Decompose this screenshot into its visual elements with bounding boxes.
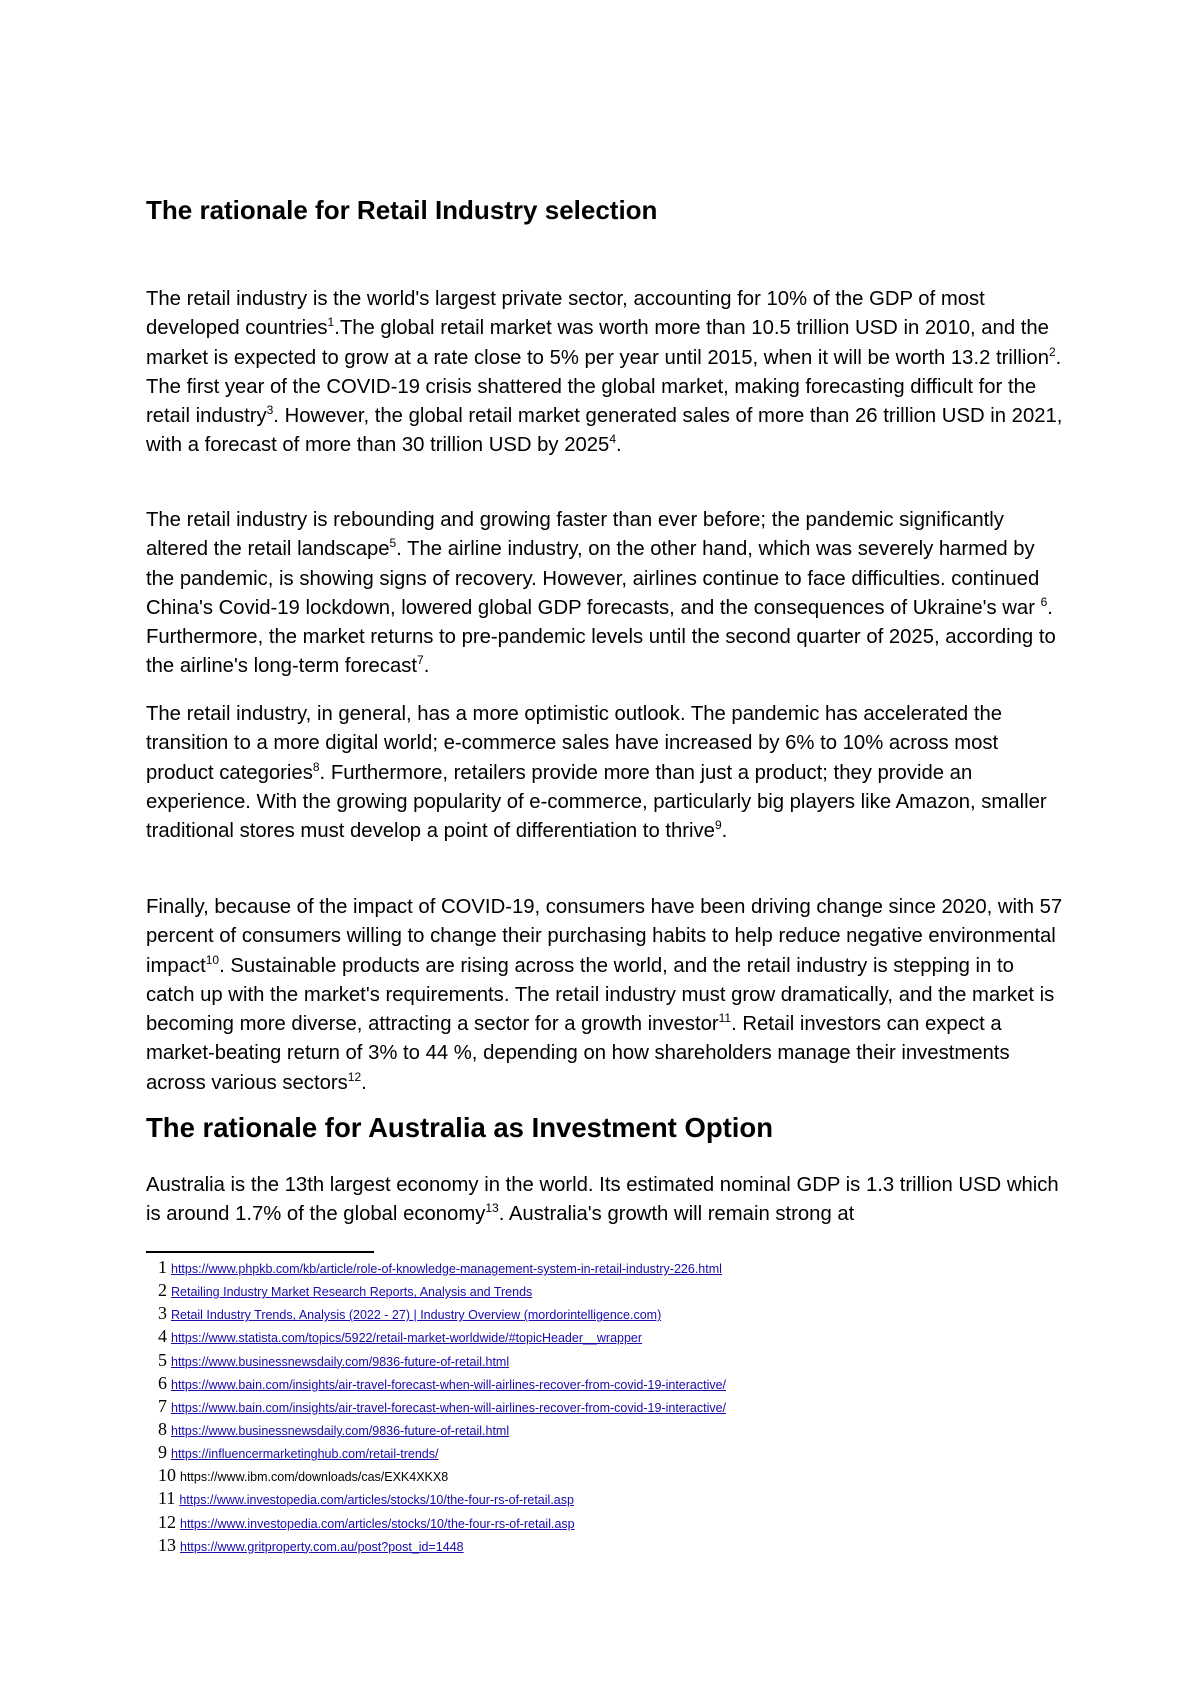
footnote-ref-5[interactable]: 5 xyxy=(389,536,397,551)
footnote-item xyxy=(158,1349,726,1372)
footnote-ref-11[interactable]: 11 xyxy=(718,1011,732,1026)
footnote-link[interactable]: https://www.businessnewsdaily.com/9836-future-of-retail.html xyxy=(171,1423,510,1438)
heading-retail-rationale: The rationale for Retail Industry selection xyxy=(146,195,658,225)
footnote-ref-4[interactable]: 4 xyxy=(609,432,617,447)
footnote-item xyxy=(158,1534,726,1557)
footnote-number: 2 xyxy=(158,1280,167,1301)
footnote-ref-10[interactable]: 10 xyxy=(205,952,220,967)
footnote-item xyxy=(158,1302,726,1325)
text-run: The retail industry is the world's largest private sector, accounting for 10% of the GDP of most developed countries xyxy=(146,288,985,340)
footnote-ref-6[interactable]: 6 xyxy=(1040,594,1048,609)
heading-australia-rationale: The rationale for Australia as Investment Option xyxy=(146,1112,774,1143)
footnote-ref-7[interactable]: 7 xyxy=(417,653,424,668)
footnote-link[interactable]: https://www.bain.com/insights/air-travel-forecast-when-will-airlines-recover-from-covid-19-interactive/ xyxy=(171,1400,727,1415)
footnote-link[interactable]: https://www.statista.com/topics/5922/retail-market-worldwide/#topicHeader__wrapper xyxy=(171,1331,643,1346)
footnote-item xyxy=(158,1279,726,1302)
footnote-number: 13 xyxy=(158,1534,176,1555)
text-run: . However, the global retail market generated sales of more than 26 trillion USD in 2021, with a forecast of more than 30 trillion USD by 2025 xyxy=(146,405,1063,457)
footnote-item xyxy=(158,1372,726,1395)
footnote-ref-3[interactable]: 3 xyxy=(266,403,274,418)
footnote-link[interactable]: Retailing Industry Market Research Reports, Analysis and Trends xyxy=(171,1285,533,1300)
footnote-link[interactable]: https://www.phpkb.com/kb/article/role-of-knowledge-management-system-in-retail-industry-226.html xyxy=(171,1262,722,1276)
footnote-item xyxy=(158,1464,726,1487)
footnote-item xyxy=(158,1325,726,1348)
text-run: Australia is the 13th largest economy in the world. Its estimated nominal GDP is 1.3 trillion USD which is around 1.7% of the global economy xyxy=(146,1174,1059,1226)
footnote-number: 12 xyxy=(158,1511,176,1532)
paragraph-consumer-change xyxy=(146,893,1066,1098)
footnote-ref-12[interactable]: 12 xyxy=(347,1069,362,1084)
text-run: .The global retail market was worth more than 10.5 trillion USD in 2010, and the market is expected to grow at a rate close to 5% per year until 2015, when it will be worth 13.2 trillion xyxy=(146,317,1049,369)
footnote-list xyxy=(158,1256,726,1557)
text-run: . xyxy=(361,1071,367,1094)
footnote-link[interactable]: https://www.businessnewsdaily.com/9836-future-of-retail.html xyxy=(171,1354,510,1369)
footnote-number: 6 xyxy=(158,1372,167,1393)
footnote-item xyxy=(158,1395,726,1418)
text-run: . Retail investors can expect a market-beating return of 3% to 44 %, depending on how shareholders manage their investments across various sectors xyxy=(146,1013,1010,1094)
footnote-link[interactable]: https://www.bain.com/insights/air-travel-forecast-when-will-airlines-recover-from-covid-19-interactive/ xyxy=(171,1377,727,1392)
footnote-link[interactable]: https://www.investopedia.com/articles/stocks/10/the-four-rs-of-retail.asp xyxy=(179,1493,574,1508)
footnote-link[interactable]: https://www.investopedia.com/articles/stocks/10/the-four-rs-of-retail.asp xyxy=(180,1516,575,1531)
footnote-item xyxy=(158,1441,726,1464)
text-run: . The first year of the COVID-19 crisis shattered the global market, making forecasting difficult for the retail industry xyxy=(146,346,1062,428)
footnote-number: 3 xyxy=(158,1303,167,1324)
text-run: . xyxy=(721,820,728,843)
footnote-ref-13[interactable]: 13 xyxy=(485,1201,499,1216)
footnote-number: 4 xyxy=(158,1326,167,1347)
paragraph-retail-rebound xyxy=(146,506,1066,682)
footnote-link[interactable]: https://www.gritproperty.com.au/post?post_id=1448 xyxy=(180,1539,464,1554)
footnote-number: 11 xyxy=(158,1488,176,1509)
text-run: . Furthermore, retailers provide more than just a product; they provide an experience. With the growing popularity of e-commerce, particularly big players like Amazon, smaller traditional stores must develop a point of differentiation to thrive xyxy=(146,761,1047,843)
footnote-ref-8[interactable]: 8 xyxy=(312,759,320,774)
footnote-number: 10 xyxy=(158,1465,176,1486)
text-run: . xyxy=(423,655,430,678)
text-run: The retail industry is rebounding and growing faster than ever before; the pandemic significantly altered the retail landscape xyxy=(146,509,1004,561)
text-run: . The airline industry, on the other hand, which was severely harmed by the pandemic, is showing signs of recovery. However, airlines continue to face difficulties. continued China's Covid-19 lockdown, lowered global GDP forecasts, and the consequences of Ukraine's war xyxy=(146,538,1041,619)
text-run: . Furthermore, the market returns to pre-pandemic levels until the second quarter of 2025, according to the airline's long-term forecast xyxy=(146,596,1056,678)
footnote-item xyxy=(158,1418,726,1441)
text-run: Finally, because of the impact of COVID-19, consumers have been driving change since 2020, with 57 percent of consumers willing to change their purchasing habits to help reduce negative environmental impact xyxy=(146,896,1063,977)
footnote-number: 1 xyxy=(158,1257,167,1277)
footnote-item xyxy=(158,1511,726,1534)
footnote-number: 7 xyxy=(158,1395,167,1416)
text-run: . Australia's growth will remain strong at xyxy=(498,1203,855,1226)
footnote-item xyxy=(158,1487,726,1510)
footnote-separator xyxy=(146,1251,374,1253)
text-run: . xyxy=(616,434,622,457)
footnote-link[interactable]: https://influencermarketinghub.com/retail-trends/ xyxy=(171,1447,439,1462)
footnote-item xyxy=(158,1256,726,1279)
footnote-number: 5 xyxy=(158,1349,167,1370)
footnote-ref-9[interactable]: 9 xyxy=(714,818,722,833)
footnote-number: 9 xyxy=(158,1442,167,1463)
footnote-link[interactable]: Retail Industry Trends, Analysis (2022 - 27) | Industry Overview (mordorintelligence.com) xyxy=(171,1308,662,1323)
text-run: The retail industry, in general, has a more optimistic outlook. The pandemic has accelerated the transition to a more digital world; e-commerce sales have increased by 6% to 10% across most product categories xyxy=(146,703,1003,784)
paragraph-australia-economy xyxy=(146,1171,1066,1230)
paragraph-retail-outlook xyxy=(146,700,1066,846)
footnote-ref-1[interactable]: 1 xyxy=(327,315,335,330)
footnote-ref-2[interactable]: 2 xyxy=(1048,344,1056,359)
text-run: . Sustainable products are rising across the world, and the retail industry is stepping in to catch up with the market's requirements. The retail industry must grow dramatically, and the market is becoming more diverse, attracting a sector for a growth investor xyxy=(146,954,1055,1036)
paragraph-retail-market-size xyxy=(146,285,1066,461)
footnote-number: 8 xyxy=(158,1418,167,1439)
footnote-link: https://www.ibm.com/downloads/cas/EXK4XKX8 xyxy=(180,1470,449,1485)
